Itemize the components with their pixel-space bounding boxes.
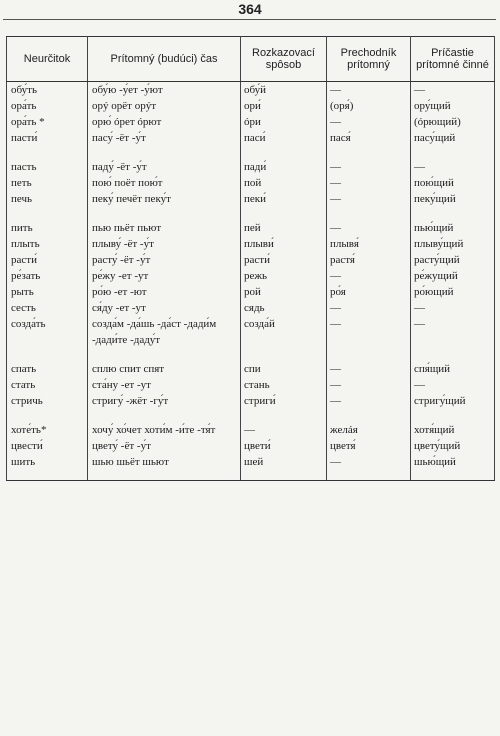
participle-cell xyxy=(411,348,495,361)
imperative-cell: расти́ xyxy=(241,252,327,268)
imperative-cell: плыви́ xyxy=(241,236,327,252)
present-tense-cell: пою́ поёт пою́т xyxy=(88,175,241,191)
table-row xyxy=(7,438,495,454)
infinitive-cell: стать xyxy=(7,377,88,393)
gerund-cell: цветя́ xyxy=(327,438,411,454)
table-row xyxy=(7,82,495,99)
infinitive-cell xyxy=(7,207,88,220)
gerund-cell xyxy=(327,146,411,159)
present-tense-cell: пеку́ печёт пеку́т xyxy=(88,191,241,207)
gerund-cell: желáя xyxy=(327,422,411,438)
participle-cell xyxy=(411,409,495,422)
spacer-row xyxy=(7,146,495,159)
participle-cell: (óрющий) xyxy=(411,114,495,130)
participle-cell: спя́щий xyxy=(411,361,495,377)
present-tense-cell: плыву́ -ёт -у́т xyxy=(88,236,241,252)
gerund-cell: — xyxy=(327,114,411,130)
imperative-cell: созда́й xyxy=(241,316,327,348)
table-row xyxy=(7,159,495,175)
table-row xyxy=(7,220,495,236)
infinitive-cell: ре́зать xyxy=(7,268,88,284)
table-row xyxy=(7,175,495,191)
imperative-cell: режь xyxy=(241,268,327,284)
imperative-cell xyxy=(241,409,327,422)
participle-cell: шью́щий xyxy=(411,454,495,470)
table-row xyxy=(7,454,495,470)
table-header-row xyxy=(7,37,495,82)
table-row xyxy=(7,377,495,393)
present-tense-cell xyxy=(88,409,241,422)
gerund-cell: плывя́ xyxy=(327,236,411,252)
table-row xyxy=(7,316,495,348)
imperative-cell: стань xyxy=(241,377,327,393)
gerund-cell: — xyxy=(327,454,411,470)
conjugation-table xyxy=(6,36,495,481)
imperative-cell: цвети́ xyxy=(241,438,327,454)
participle-cell xyxy=(411,146,495,159)
infinitive-cell: петь xyxy=(7,175,88,191)
present-tense-cell: шью шьёт шьют xyxy=(88,454,241,470)
present-tense-cell: расту́ -ёт -у́т xyxy=(88,252,241,268)
present-tense-cell: обу́ю -у́ет -у́ют xyxy=(88,82,241,99)
infinitive-cell: созда́ть xyxy=(7,316,88,348)
imperative-cell: стриги́ xyxy=(241,393,327,409)
imperative-cell: рой xyxy=(241,284,327,300)
participle-cell: цвету́щий xyxy=(411,438,495,454)
table-row xyxy=(7,236,495,252)
table-row xyxy=(7,191,495,207)
infinitive-cell: пасть xyxy=(7,159,88,175)
gerund-cell: — xyxy=(327,393,411,409)
present-tense-cell xyxy=(88,348,241,361)
empty-cell xyxy=(241,470,327,481)
gerund-cell: — xyxy=(327,300,411,316)
imperative-cell: обу́й xyxy=(241,82,327,99)
present-tense-cell: орý орёт орýт xyxy=(88,98,241,114)
present-tense-cell: стригу́ -жёт -гу́т xyxy=(88,393,241,409)
gerund-cell: — xyxy=(327,175,411,191)
participle-cell: ро́ющий xyxy=(411,284,495,300)
participle-cell: ре́жущий xyxy=(411,268,495,284)
infinitive-cell: рыть xyxy=(7,284,88,300)
gerund-cell: — xyxy=(327,191,411,207)
infinitive-cell: хоте́ть* xyxy=(7,422,88,438)
imperative-cell xyxy=(241,146,327,159)
gerund-cell: пася́ xyxy=(327,130,411,146)
imperative-cell: спи xyxy=(241,361,327,377)
infinitive-cell: расти́ xyxy=(7,252,88,268)
gerund-cell: растя́ xyxy=(327,252,411,268)
present-tense-cell: хочу́ хо́чет хоти́м -и́те -тя́т xyxy=(88,422,241,438)
participle-cell: — xyxy=(411,377,495,393)
gerund-cell: — xyxy=(327,361,411,377)
present-tense-cell: цвету́ -ёт -у́т xyxy=(88,438,241,454)
gerund-cell: — xyxy=(327,377,411,393)
present-tense-cell: ро́ю -ет -ют xyxy=(88,284,241,300)
table-row xyxy=(7,252,495,268)
participle-cell: ору́щий xyxy=(411,98,495,114)
header-rule xyxy=(3,19,496,20)
imperative-cell: пой xyxy=(241,175,327,191)
table-row xyxy=(7,268,495,284)
present-tense-cell: орю́ óрет óрют xyxy=(88,114,241,130)
participle-cell: хотя́щий xyxy=(411,422,495,438)
imperative-cell: шей xyxy=(241,454,327,470)
gerund-cell xyxy=(327,348,411,361)
header-present-tense: Prítomný (budúci) čas xyxy=(88,37,241,82)
gerund-cell: — xyxy=(327,316,411,348)
imperative-cell: сядь xyxy=(241,300,327,316)
header-imperative: Rozkazovací spôsob xyxy=(241,37,327,82)
infinitive-cell xyxy=(7,409,88,422)
gerund-cell xyxy=(327,409,411,422)
present-tense-cell: пасу́ -ёт -у́т xyxy=(88,130,241,146)
infinitive-cell: ора́ть xyxy=(7,98,88,114)
infinitive-cell: цвести́ xyxy=(7,438,88,454)
participle-cell xyxy=(411,207,495,220)
participle-cell: стригу́щий xyxy=(411,393,495,409)
present-tense-cell: сплю спит спят xyxy=(88,361,241,377)
table-row xyxy=(7,300,495,316)
infinitive-cell: сесть xyxy=(7,300,88,316)
present-tense-cell: пью пьёт пьют xyxy=(88,220,241,236)
infinitive-cell xyxy=(7,348,88,361)
imperative-cell: пеки́ xyxy=(241,191,327,207)
participle-cell: расту́щий xyxy=(411,252,495,268)
present-tense-cell: ре́жу -ет -ут xyxy=(88,268,241,284)
gerund-cell: — xyxy=(327,159,411,175)
infinitive-cell: спать xyxy=(7,361,88,377)
infinitive-cell: обу́ть xyxy=(7,82,88,99)
header-infinitive: Neurčitok xyxy=(7,37,88,82)
present-tense-cell xyxy=(88,146,241,159)
gerund-cell: (оря́) xyxy=(327,98,411,114)
infinitive-cell: шить xyxy=(7,454,88,470)
table-row xyxy=(7,130,495,146)
present-tense-cell: ста́ну -ет -ут xyxy=(88,377,241,393)
imperative-cell: óри xyxy=(241,114,327,130)
empty-cell xyxy=(327,470,411,481)
empty-cell xyxy=(88,470,241,481)
header-present-gerund: Prechodník prítomný xyxy=(327,37,411,82)
participle-cell: — xyxy=(411,316,495,348)
page-number: 364 xyxy=(238,1,262,17)
participle-cell: плыву́щий xyxy=(411,236,495,252)
spacer-row xyxy=(7,409,495,422)
gerund-cell: — xyxy=(327,82,411,99)
gerund-cell: ро́я xyxy=(327,284,411,300)
imperative-cell: пей xyxy=(241,220,327,236)
spacer-row xyxy=(7,470,495,481)
present-tense-cell xyxy=(88,207,241,220)
infinitive-cell: пить xyxy=(7,220,88,236)
empty-cell xyxy=(411,470,495,481)
infinitive-cell: стричь xyxy=(7,393,88,409)
gerund-cell: — xyxy=(327,220,411,236)
imperative-cell: — xyxy=(241,422,327,438)
imperative-cell: пади́ xyxy=(241,159,327,175)
imperative-cell xyxy=(241,348,327,361)
gerund-cell xyxy=(327,207,411,220)
empty-cell xyxy=(7,470,88,481)
imperative-cell: ори́ xyxy=(241,98,327,114)
participle-cell: пеку́щий xyxy=(411,191,495,207)
imperative-cell: паси́ xyxy=(241,130,327,146)
table-row xyxy=(7,98,495,114)
infinitive-cell: пасти́ xyxy=(7,130,88,146)
participle-cell: пою́щий xyxy=(411,175,495,191)
table-body xyxy=(7,82,495,481)
participle-cell: — xyxy=(411,82,495,99)
participle-cell: пью́щий xyxy=(411,220,495,236)
table-row xyxy=(7,393,495,409)
present-tense-cell: созда́м -да́шь -да́ст -дади́м -дади́те -даду́т xyxy=(88,316,241,348)
infinitive-cell xyxy=(7,146,88,159)
infinitive-cell: печь xyxy=(7,191,88,207)
imperative-cell xyxy=(241,207,327,220)
spacer-row xyxy=(7,207,495,220)
gerund-cell: — xyxy=(327,268,411,284)
participle-cell: — xyxy=(411,300,495,316)
present-tense-cell: паду́ -ёт -у́т xyxy=(88,159,241,175)
header-present-active-participle: Príčastie prítomné činné xyxy=(411,37,495,82)
spacer-row xyxy=(7,348,495,361)
present-tense-cell: ся́ду -ет -ут xyxy=(88,300,241,316)
table-row xyxy=(7,114,495,130)
infinitive-cell: ора́ть * xyxy=(7,114,88,130)
table-row xyxy=(7,422,495,438)
infinitive-cell: плыть xyxy=(7,236,88,252)
participle-cell: — xyxy=(411,159,495,175)
participle-cell: пасу́щий xyxy=(411,130,495,146)
table-row xyxy=(7,361,495,377)
table-row xyxy=(7,284,495,300)
